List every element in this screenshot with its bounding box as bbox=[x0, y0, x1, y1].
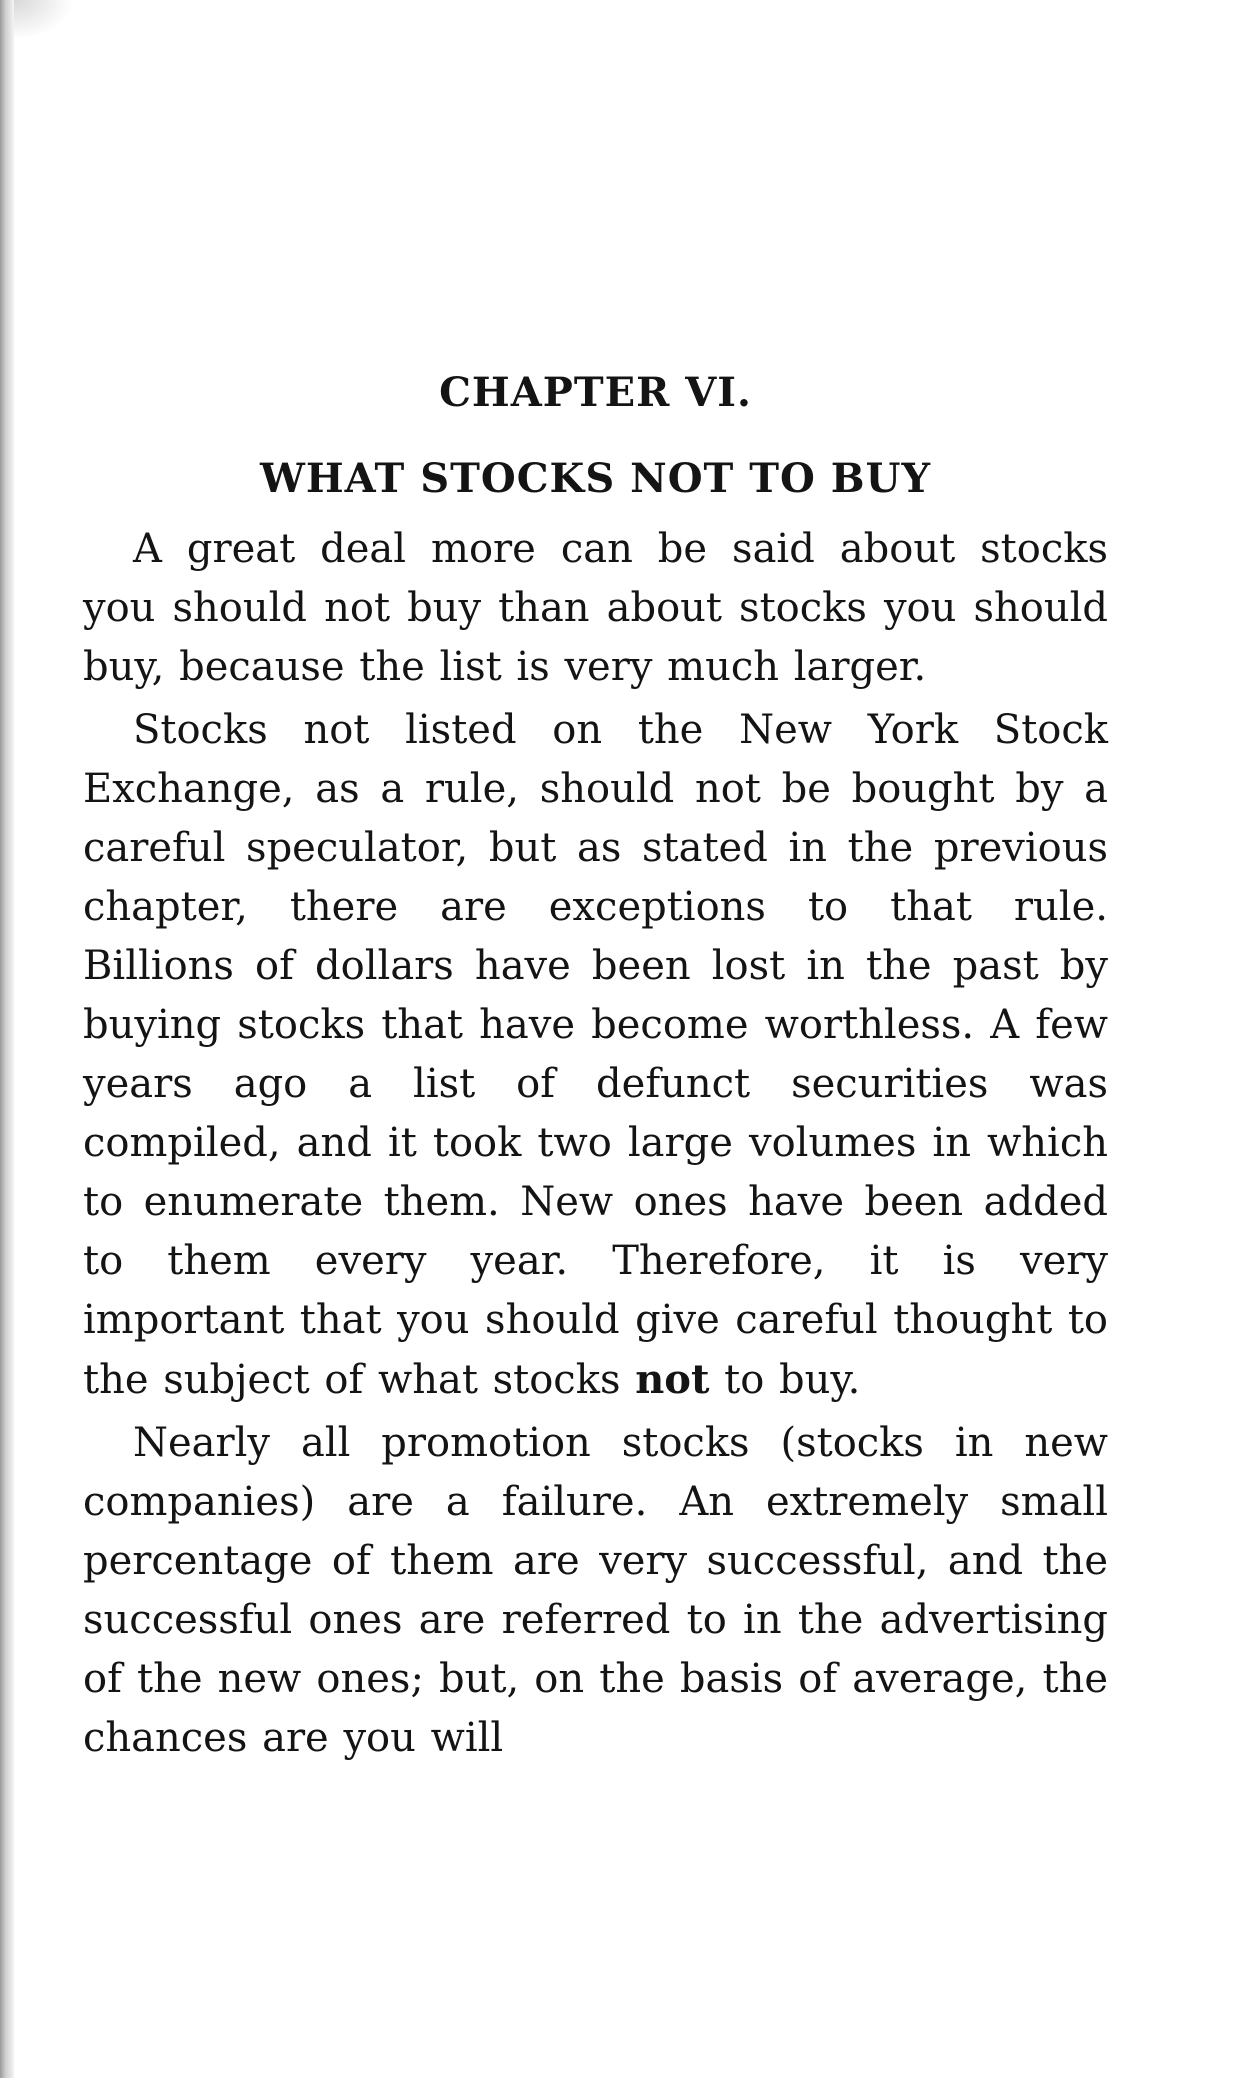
paragraph-3: Nearly all promotion stocks (stocks in new companies) are a failure. An extremely small percentage of them are very successful, and the successful ones are referred to in the advertising of the new ones; but, on the basis of average, the chances are you will bbox=[83, 1420, 1108, 1761]
paragraph-2-text: Stocks not listed on the New York Stock Exchange, as a rule, should not be bought by a careful speculator, but as stated in the previous chapter, there are exceptions to that rule. Billions of dollars have been lost in the past by buying stocks that have become worthless. A few years ago a list of defunct securities was compiled, and it took two large volumes in which to enumerate them. New ones have been added to them every year. Therefore, it is very important that you should give careful thought to the subject of what stocks bbox=[83, 707, 1108, 1403]
book-page bbox=[83, 362, 1108, 1772]
chapter-number: CHAPTER VI. bbox=[439, 369, 752, 416]
page-edge-shadow bbox=[0, 0, 14, 2078]
paragraph-1: A great deal more can be said about stocks you should not buy than about stocks you should buy, because the list is very much larger. bbox=[83, 526, 1108, 690]
emphasized-word: not bbox=[635, 1356, 710, 1403]
scan-speckle bbox=[14, 0, 74, 40]
paragraph-2 bbox=[83, 701, 1108, 1410]
paragraph-2-ending: to buy. bbox=[709, 1357, 861, 1403]
chapter-title: WHAT STOCKS NOT TO BUY bbox=[259, 455, 932, 502]
